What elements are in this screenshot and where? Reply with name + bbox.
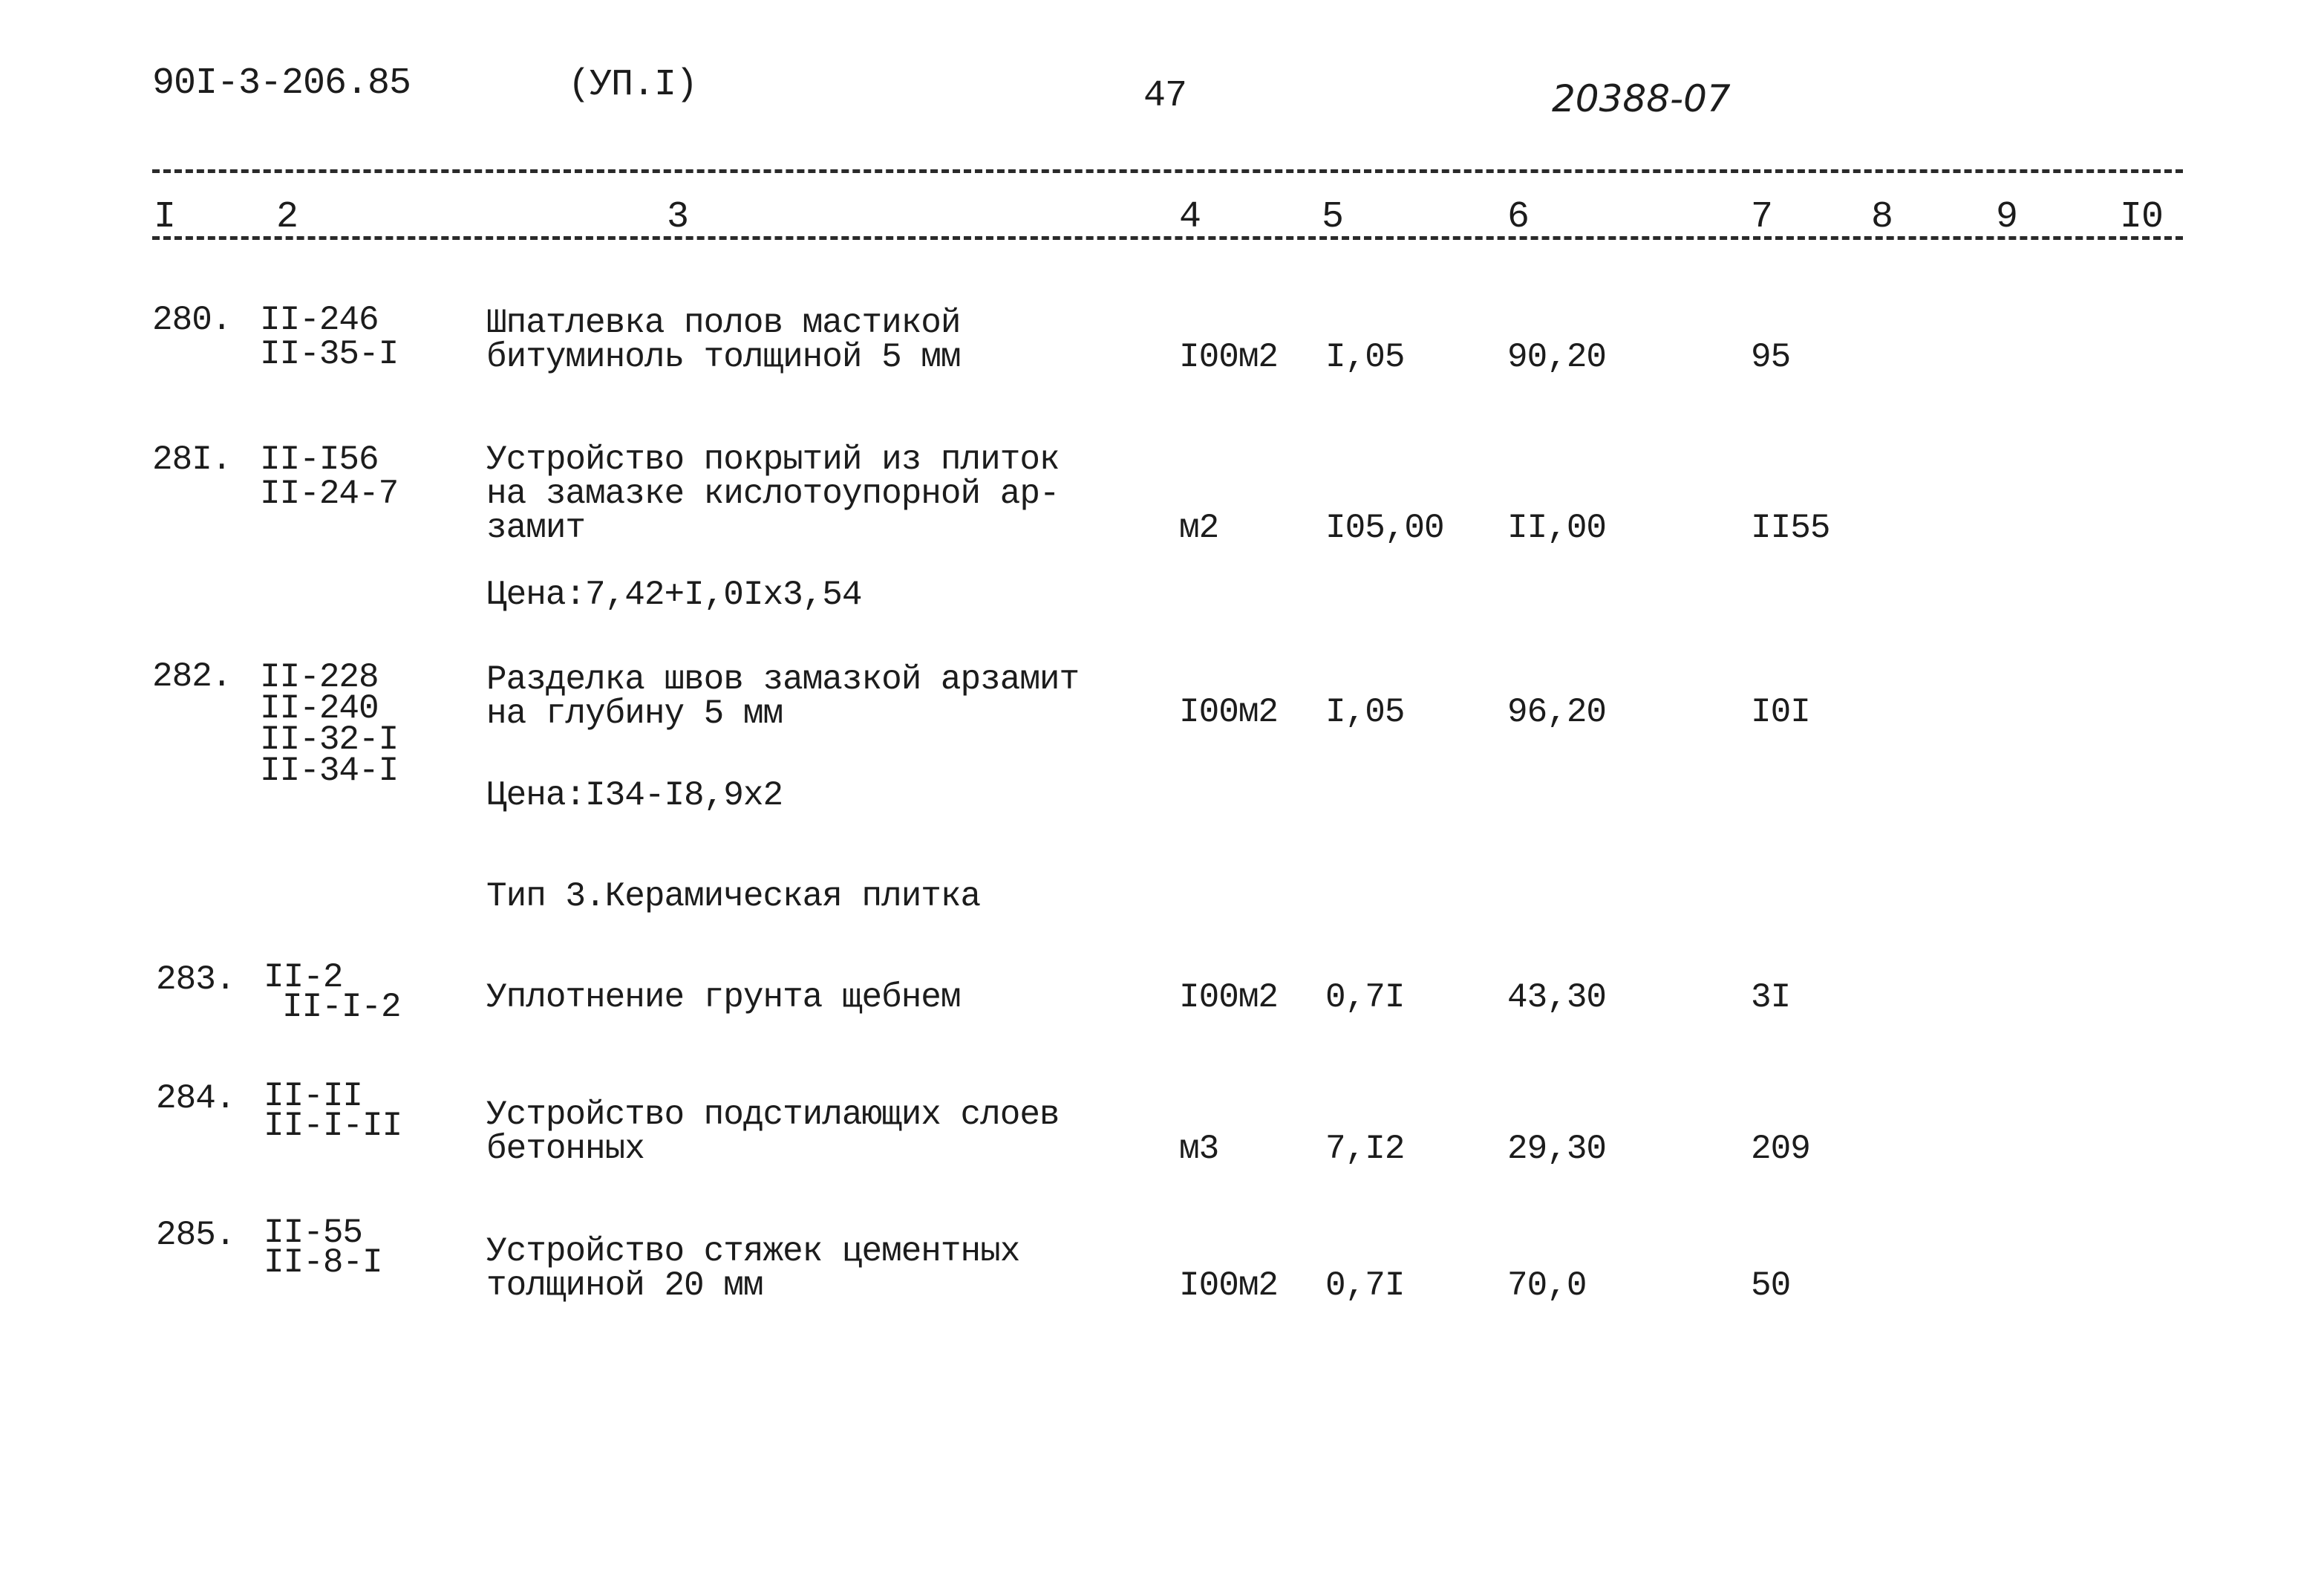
work-description <box>486 1095 1060 1168</box>
quantity-cell: I,05 <box>1325 338 1405 377</box>
total-cost-cell: 50 <box>1751 1266 1791 1305</box>
column-header-5: 5 <box>1322 196 1344 238</box>
header-top-rule <box>152 169 2183 173</box>
rate-codes <box>264 1214 382 1282</box>
price-note: Цена:7,42+I,0Iх3,54 <box>486 576 862 614</box>
unit-price-cell: 70,0 <box>1507 1266 1587 1305</box>
unit-price-cell: 90,20 <box>1507 338 1607 377</box>
work-description <box>486 1234 1019 1303</box>
unit-cell: I00м2 <box>1179 338 1279 377</box>
unit-cell: I00м2 <box>1179 978 1279 1017</box>
row-number: 280. <box>152 301 232 339</box>
work-description <box>486 980 961 1015</box>
row-number: 283. <box>156 960 235 999</box>
description-line: Разделка швов замазкой арзамит <box>486 660 1080 699</box>
quantity-cell: 0,7I <box>1325 1266 1405 1305</box>
doc-code: 90I-3-206.85 <box>152 62 411 105</box>
rate-code: II-34-I <box>260 752 399 790</box>
row-number: 28I. <box>152 440 232 479</box>
description-line: битуминоль толщиной 5 мм <box>486 338 961 377</box>
column-header-9: 9 <box>1996 196 2018 238</box>
description-line: Шпатлевка полов мастикой <box>486 304 961 342</box>
rate-code: II-240 <box>260 689 379 728</box>
total-cost-cell: I0I <box>1751 693 1810 732</box>
total-cost-cell: II55 <box>1751 509 1830 547</box>
unit-price-cell: 96,20 <box>1507 693 1607 732</box>
section-heading: Тип 3.Керамическая плитка <box>486 877 981 916</box>
quantity-cell: 7,I2 <box>1325 1130 1405 1168</box>
column-header-4: 4 <box>1179 196 1201 238</box>
rate-codes <box>264 1077 402 1145</box>
column-header-2: 2 <box>276 196 298 238</box>
rate-codes <box>260 440 399 513</box>
work-description <box>486 662 1079 731</box>
rate-code: II-55 <box>264 1214 363 1252</box>
unit-cell: м2 <box>1179 509 1219 547</box>
rate-code: II-32-I <box>260 720 399 759</box>
rate-code: II-II <box>264 1077 363 1116</box>
rate-codes <box>260 301 399 374</box>
description-line: Устройство стяжек цементных <box>486 1232 1020 1271</box>
description-line: на замазке кислотоупорной ар- <box>486 475 1060 513</box>
rate-code: II-8-I <box>264 1243 382 1282</box>
row-number: 285. <box>156 1216 235 1254</box>
rate-code: II-I-II <box>264 1107 402 1145</box>
work-description <box>486 304 961 377</box>
column-header-10: I0 <box>2120 196 2164 238</box>
column-header-3: 3 <box>667 196 689 238</box>
row-number: 282. <box>152 657 232 696</box>
rate-code: II-35-I <box>260 335 399 374</box>
column-header-1: I <box>154 196 176 238</box>
description-line: Уплотнение грунта щебнем <box>486 978 961 1017</box>
stamp-number: 20388-07 <box>1552 77 1731 120</box>
page-number: 47 <box>1143 75 1187 117</box>
rate-code: II-24-7 <box>260 475 399 513</box>
description-line: на глубину 5 мм <box>486 694 783 733</box>
row-number: 284. <box>156 1079 235 1118</box>
unit-price-cell: 29,30 <box>1507 1130 1607 1168</box>
rate-code: II-246 <box>260 301 379 339</box>
quantity-cell: I05,00 <box>1325 509 1444 547</box>
work-description <box>486 440 1060 547</box>
price-note: Цена:I34-I8,9х2 <box>486 776 783 815</box>
unit-cell: м3 <box>1179 1130 1219 1168</box>
rate-codes <box>264 958 401 1026</box>
unit-price-cell: II,00 <box>1507 509 1607 547</box>
description-line: Устройство покрытий из плиток <box>486 440 1060 479</box>
unit-cell: I00м2 <box>1179 1266 1279 1305</box>
total-cost-cell: 3I <box>1751 978 1791 1017</box>
column-header-8: 8 <box>1871 196 1893 238</box>
unit-price-cell: 43,30 <box>1507 978 1607 1017</box>
quantity-cell: 0,7I <box>1325 978 1405 1017</box>
rate-code: II-228 <box>260 658 379 697</box>
rate-codes <box>260 658 399 790</box>
quantity-cell: I,05 <box>1325 693 1405 732</box>
description-line: замит <box>486 509 586 547</box>
total-cost-cell: 95 <box>1751 338 1791 377</box>
total-cost-cell: 209 <box>1751 1130 1810 1168</box>
rate-code: II-I56 <box>260 440 379 479</box>
unit-cell: I00м2 <box>1179 693 1279 732</box>
description-line: Устройство подстилающих слоев <box>486 1095 1060 1134</box>
rate-code: II-I-2 <box>282 988 401 1026</box>
description-line: толщиной 20 мм <box>486 1266 763 1305</box>
rate-code: II-2 <box>264 958 343 997</box>
column-header-7: 7 <box>1751 196 1773 238</box>
column-header-6: 6 <box>1507 196 1530 238</box>
description-line: бетонных <box>486 1130 644 1168</box>
album-number: (УП.I) <box>568 64 698 106</box>
